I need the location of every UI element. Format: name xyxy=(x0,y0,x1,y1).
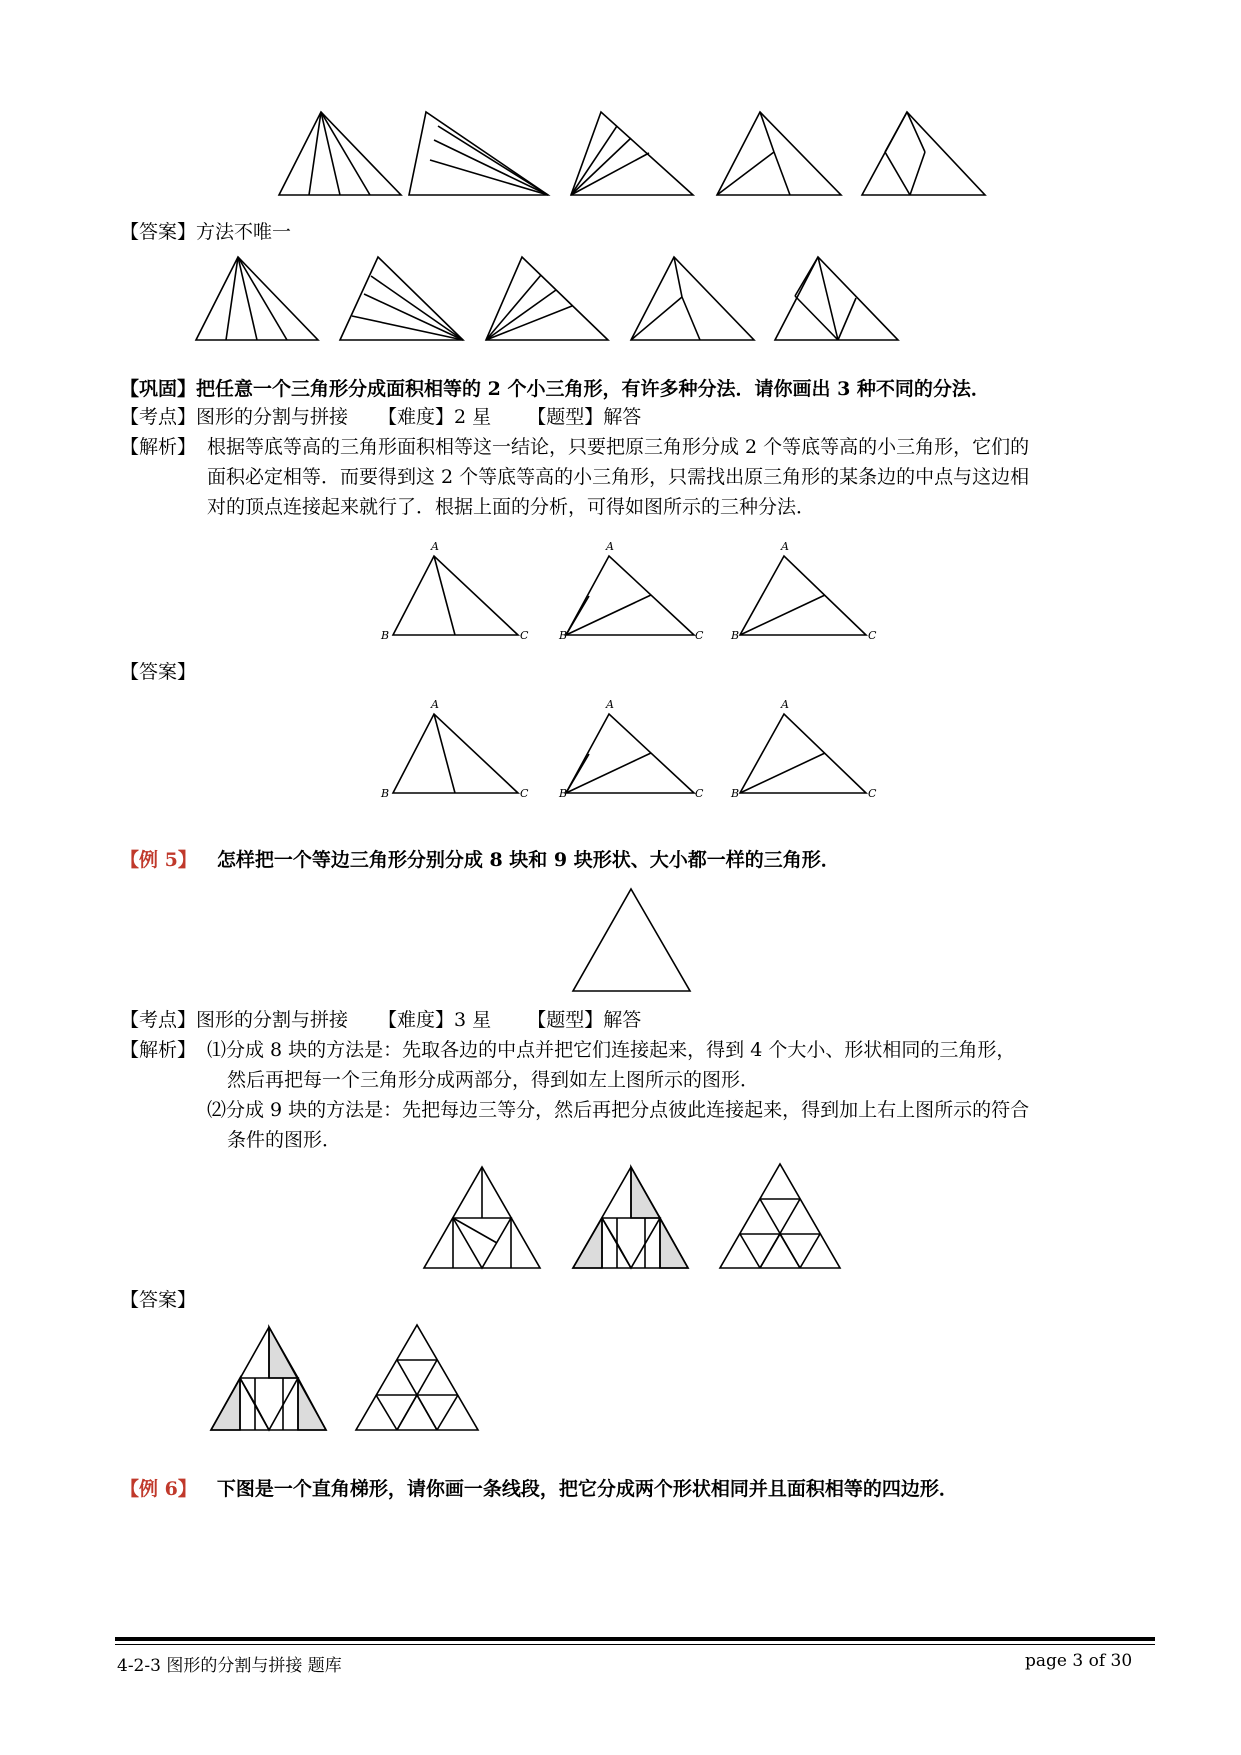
example6-question-line xyxy=(120,1475,958,1504)
kaodian-label: 【考点】 xyxy=(120,406,197,428)
example5-question: 怎样把一个等边三角形分别分成 8 块和 9 块形状、大小都一样的三角形． xyxy=(216,849,840,871)
vertex-label-c: C xyxy=(868,629,877,642)
vertex-label-b: B xyxy=(559,629,568,642)
gonggu-question: 把任意一个三角形分成面积相等的 2 个小三角形，有许多种分法．请你画出 3 种不同的分法． xyxy=(196,378,990,400)
vertex-label-b: B xyxy=(731,629,740,642)
vertex-label-a: A xyxy=(606,698,614,711)
example5-jiexi-line-3: ⑵分成 9 块的方法是：先把每边三等分，然后再把分点彼此连接起来，得到加上右上图所示的符合 xyxy=(207,1099,1030,1121)
tixing-label: 【题型】 xyxy=(527,406,604,428)
answer-label: 【答案】 xyxy=(120,221,197,243)
answer-eight-pieces-triangle xyxy=(211,1327,326,1430)
example5-answer-label: 【答案】 xyxy=(120,1289,197,1311)
vertex-label-a: A xyxy=(606,540,614,553)
gonggu-jiexi-line-1: 根据等底等高的三角形面积相等这一结论，只要把原三角形分成 2 个等底等高的小三角形，它们的 xyxy=(207,436,1030,458)
kaodian-label: 【考点】 xyxy=(120,1009,197,1031)
example5-jiexi-line-2: 然后再把每一个三角形分成两部分，得到如左上图所示的图形． xyxy=(227,1069,760,1091)
example5-jiexi-line-1: ⑴分成 8 块的方法是：先取各边的中点并把它们连接起来，得到 4 个大小、形状相同的三角形， xyxy=(207,1039,1016,1061)
example6-question: 下图是一个直角梯形，请你画一条线段，把它分成两个形状相同并且面积相等的四边形． xyxy=(216,1478,958,1500)
gonggu-jiexi-line-3: 对的顶点连接起来就行了．根据上面的分析，可得如图所示的三种分法． xyxy=(207,496,816,518)
footer-rule xyxy=(115,1637,1155,1641)
footer-rule-thin xyxy=(115,1644,1155,1645)
nandu-value: 2 星 xyxy=(454,406,492,428)
tixing-value: 解答 xyxy=(603,1009,642,1031)
vertex-label-c: C xyxy=(695,787,704,800)
example5-jiexi-label: 【解析】 xyxy=(120,1039,197,1061)
tixing-label: 【题型】 xyxy=(527,1009,604,1031)
footer-left: 4-2-3 图形的分割与拼接 题库 xyxy=(117,1656,342,1676)
vertex-label-a: A xyxy=(781,698,789,711)
vertex-label-c: C xyxy=(868,787,877,800)
example6-label: 【例 6】 xyxy=(120,1478,197,1500)
vertex-label-c: C xyxy=(520,629,529,642)
vertex-label-b: B xyxy=(559,787,568,800)
footer-page-number: page 3 of 30 xyxy=(1025,1651,1133,1671)
answer-nine-pieces-triangle xyxy=(356,1325,478,1430)
gonggu-jiexi-label: 【解析】 xyxy=(120,436,197,458)
vertex-label-a: A xyxy=(781,540,789,553)
kaodian-value: 图形的分割与拼接 xyxy=(196,406,349,428)
vertex-label-c: C xyxy=(520,787,529,800)
tixing-value: 解答 xyxy=(603,406,642,428)
gonggu-answer-label: 【答案】 xyxy=(120,661,197,683)
gonggu-label: 【巩固】 xyxy=(120,378,197,400)
nandu-label: 【难度】 xyxy=(378,1009,455,1031)
kaodian-value: 图形的分割与拼接 xyxy=(196,1009,349,1031)
vertex-label-b: B xyxy=(381,629,390,642)
vertex-label-b: B xyxy=(731,787,740,800)
example5-jiexi-line-4: 条件的图形． xyxy=(227,1129,342,1151)
answer-text: 方法不唯一 xyxy=(196,221,292,243)
vertex-label-a: A xyxy=(431,540,439,553)
nandu-value: 3 星 xyxy=(454,1009,492,1031)
gonggu-jiexi-line-2: 面积必定相等．而要得到这 2 个等底等高的小三角形，只需找出原三角形的某条边的中点与这边相 xyxy=(207,466,1030,488)
vertex-label-c: C xyxy=(695,629,704,642)
vertex-label-b: B xyxy=(381,787,390,800)
example5-label: 【例 5】 xyxy=(120,849,197,871)
nandu-label: 【难度】 xyxy=(378,406,455,428)
vertex-label-a: A xyxy=(431,698,439,711)
